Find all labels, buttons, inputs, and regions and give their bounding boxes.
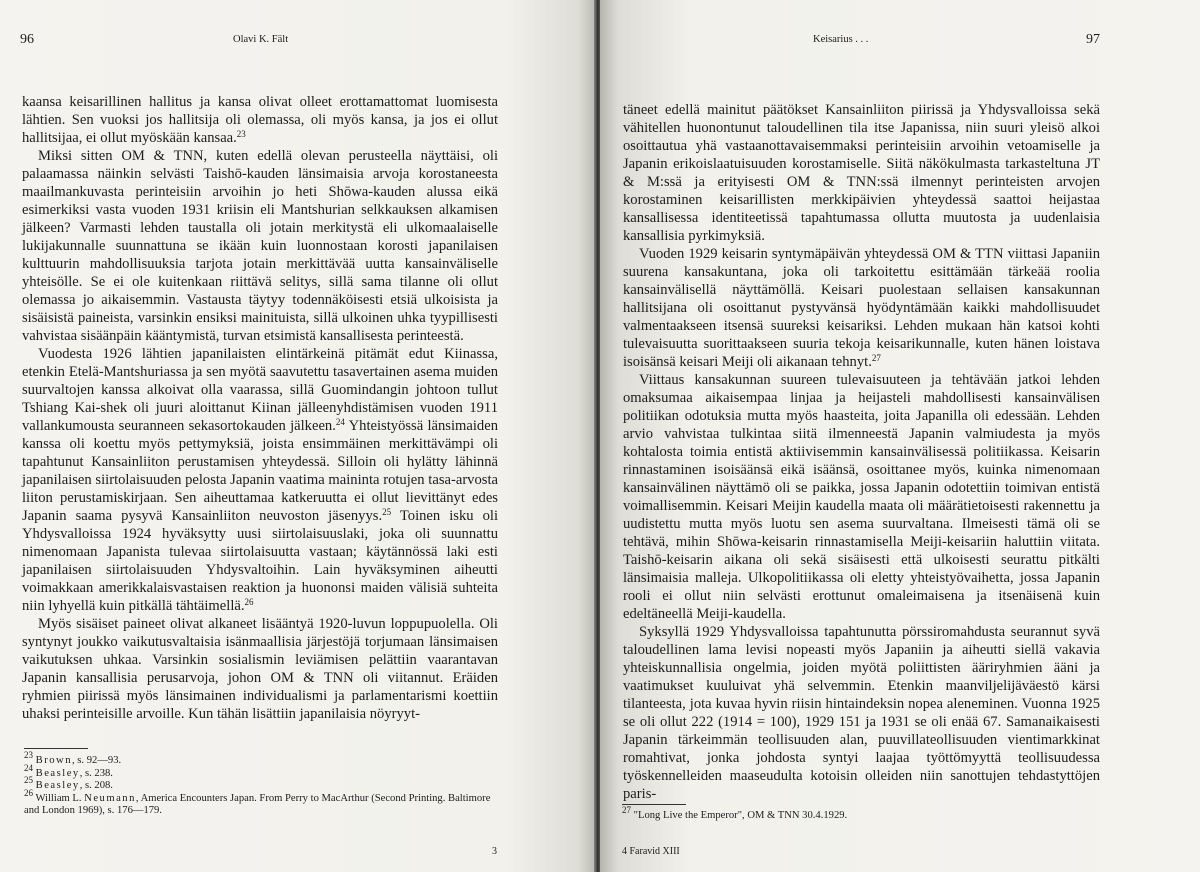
running-head-left: Olavi K. Fält xyxy=(233,34,289,45)
paragraph: Syksyllä 1929 Yhdysvalloissa tapahtunutta pörssiromahdusta seurannut syvä taloudellinen lama levisi nopeasti myös Japaniin ja aiheutti siellä vakavia yhteiskunnallisia ongelmia, joiden myötä poliittisten ääriryhmien ääni ja vaatimukset kuuluivat yhä selvemmin. Etenkin maanviljelijäväestö kärsi tilanteesta, jota kuvaa hyvin riisin hintaindeksin nopea aleneminen. Vuonna 1925 se oli ollut 222 (1914 = 100), 1929 151 ja 1931 se oli enää 67. Samanaikaisesti Japanin tärkeimmän teollisuuden alan, puuvillateollisuuden vientimarkkinat romahtivat, jonka johdosta syntyi laajaa työttömyyttä teollisuudessa työskennelleiden maaseudulta kotoisin olleiden niin sanottujen tehdastyttöjen paris- xyxy=(623,624,1100,802)
left-page xyxy=(0,0,596,872)
footnote-text: , s. 92—93. xyxy=(72,755,122,766)
running-head-right: Keisarius . . . xyxy=(813,34,869,45)
paragraph: Myös sisäiset paineet olivat alkaneet lisääntyä 1920-luvun loppupuolella. Oli syntynyt joukko vaikutusvaltaisia isänmaallisia järjestöjä torjumaan länsimaisen vaikutuksen uhkaa. Varsinkin sosialismin leviämisen pelättiin vaarantavan Japanin kansallisia perusarvoja, johon OM & TNN oli viitannut. Eräiden ryhmien piirissä myös länsimainen individualismi ja parlamentarismi koettiin uhaksi perinteisille arvoille. Kun tähän lisättiin japanilaisia nöyryyt- xyxy=(22,616,498,722)
footnote-ref: 25 xyxy=(382,507,392,517)
paragraph-text: kaansa keisarillinen hallitus ja kansa olivat olleet erottamattomat luomisesta lähtien. Sen vuoksi jos hallitsija oli olemassa, oli myös kansa, ja jos ei ollut hallitsijaa, ei ollut myöskään kansaa. xyxy=(22,94,498,146)
footnote-text: William L. xyxy=(35,792,85,804)
paragraph-text: Yhteistyössä länsimaiden kanssa oli koettu myös pettymyksiä, joista ensimmäinen merkittävämpi oli tapahtunut Kansainliiton perustamisen yhteydessä. Silloin oli hylätty lähinnä japanilaisen siirtolaisuuden pelosta Japanin vaatima maininta rotujen tasa-arvosta liiton perustamiskirjaan. Sen aiheuttamaa katkeruutta ei ollut lievittänyt edes Japanin saama pysyvä Kansainliiton neuvoston jäsenyys. xyxy=(22,418,498,524)
footnote-number: 24 xyxy=(24,762,33,773)
paragraph-text: Toinen isku oli Yhdysvalloissa 1924 hyväksytty uusi siirtolaisuuslaki, joka oli suunnattu nimenomaan Japanista tulevaa siirtolaisuutta vastaan; käytännössä laki esti japanilaisen siirtolaisuuden Yhdysvaltoihin. Lain hyväksyminen aiheutti voimakkaan amerikkalaisvastaisen reaktion ja huononsi maiden välisiä suhteita niin lyhyellä kuin pitkällä tähtäimellä. xyxy=(22,508,498,614)
footnote xyxy=(24,750,500,768)
footnote xyxy=(24,762,500,781)
right-footnotes xyxy=(622,805,1099,823)
footnote-rule xyxy=(24,748,88,749)
footnote xyxy=(622,805,1099,823)
left-footnotes xyxy=(24,750,500,818)
paragraph xyxy=(22,345,498,615)
footnote-ref: 23 xyxy=(236,129,246,139)
paragraph xyxy=(22,93,498,147)
page-number-left: 96 xyxy=(20,32,34,47)
footnote-number: 25 xyxy=(24,775,33,786)
signature-mark-left: 3 xyxy=(492,846,497,857)
paragraph-text: Vuodesta 1926 lähtien japanilaisten elintärkeinä pitämät edut Kiinassa, etenkin Etelä-Mantshuriassa ja sen myötä saavutettu tasavertainen asema muiden suurvaltojen kanssa alkoivat olla vaarassa, sillä Guomindangin johtoon tullut Tshiang Kai-shek oli juuri aloittanut Kiinan jälleenyhdistämisen vuoden 1911 vallankumousta seuranneen sekasortokauden jälkeen. xyxy=(22,346,498,434)
footnote xyxy=(24,787,500,818)
footnote-text: "Long Live the Emperor", OM & TNN 30.4.1929. xyxy=(633,810,848,821)
footnote-author: Beasley xyxy=(35,780,80,792)
footnote-number: 26 xyxy=(24,787,33,798)
paragraph xyxy=(623,245,1100,371)
paragraph-text: Vuoden 1929 keisarin syntymäpäivän yhteydessä OM & TTN viittasi Japaniin suurena kansakuntana, joka oli tarkoitettu esittämään tärkeää roolia kansainvälisellä näyttämöllä. Keisari puolestaan sellaisen kansakunnan hallitsijana oli osoittanut pystyvänsä hyödyntämään kaikki mahdollisuudet valmentaakseen itsensä suureksi keisariksi. Lehden mukaan hän katsoi kohti tulevaisuutta suorittaakseen suuria tekoja keisarikunnalle, kuten hänen loistava isoisänsä keisari Meiji oli aikanaan tehnyt. xyxy=(623,246,1100,370)
right-page xyxy=(600,0,1200,872)
footnote-number: 27 xyxy=(622,805,631,815)
footnote-author: Beasley xyxy=(35,767,80,779)
footnote xyxy=(24,775,500,793)
page-number-right: 97 xyxy=(1086,32,1100,47)
footnote-ref: 27 xyxy=(871,353,881,363)
footnote-ref: 24 xyxy=(335,417,345,427)
signature-mark-right: 4 Faravid XIII xyxy=(622,846,680,857)
footnote-author: Neumann xyxy=(84,792,136,804)
footnote-rule xyxy=(622,804,686,805)
paragraph: Viittaus kansakunnan suureen tulevaisuuteen ja tehtävään jatkoi lehden omaksumaa aikaisempaa linjaa ja heijasteli mahdollisesti kansainvälisen politiikan odotuksia mutta myös haasteita, joita Japanilla oli edessään. Lehden arvio vahvistaa tulkintaa siitä ilmenneestä Japanin valmiudesta ja myös kohtalosta toimia entistä aktiivisemmin kansainvälisessä politiikassa. Keisarin rinnastaminen isoisäänsä eikä isäänsä, osoittanee myös, kuinka nimenomaan kansainvälinen näyttämö oli se paikka, jossa Japanin odotettiin toimivan entistä voimallisemmin. Keisari Meijin kaudella maata oli määrätietoisesti rakennettu ja uudistettu mutta myös luotu sen asema suurvaltana. Ilmeisesti tämä oli se tehtävä, mihin Shōwa-keisarin rinnastamisella Meiji-keisariin haluttiin viitata. Taishō-keisarin aikana oli sekä sisäisesti että ulkoisesti seurattu pitkälti länsimaisia malleja. Ulkopolitiikassa oli eletty yhteistyövaihetta, jossa Japanin rooli ei ollut niin selvästi erottunut omaleimaisena ja itsenäisenä kuin edeltäneellä Meiji-kaudella. xyxy=(623,372,1100,622)
footnote-ref: 26 xyxy=(244,597,254,607)
paragraph: täneet edellä mainitut päätökset Kansainliiton piirissä ja Yhdysvalloissa sekä vähitellen huonontunut taloudellinen tila itse Japanissa, niin suuri yleisö alkoi osoittautua yhä vastaanottavaisemmaksi perinteisiin arvoihin vetoamiselle ja Japanin erikoislaatuisuuden korostamiselle. Siitä näkökulmasta tarkasteltuna JT & M:ssä ja erityisesti OM & TNN:ssä ilmennyt perinteisten arvojen korostaminen keisarillisten merkkipäivien yhteydessä saattoi heijastaa kansallisessa identiteetissä tapahtumassa ollutta muutosta ja uudenlaisia kansallisia pyrkimyksiä. xyxy=(623,102,1100,244)
right-body-text xyxy=(623,101,1100,803)
left-body-text xyxy=(22,93,498,723)
footnote-author: Brown xyxy=(35,755,72,766)
footnote-text: , s. 238. xyxy=(79,767,113,779)
footnote-number: 23 xyxy=(24,750,33,760)
footnote-text: , America Encounters Japan. From Perry to MacArthur (Second Printing. Baltimore and London 1969), s. 176—179. xyxy=(24,792,491,817)
paragraph: Miksi sitten OM & TNN, kuten edellä olevan perusteella näyttäisi, oli palaamassa näinkin selvästi Taishō-kauden länsimaisia arvoja korostaneesta maailmankuvasta perinteisiin arvoihin jo heti Shōwa-kauden alussa eikä esimerkiksi vasta vuoden 1931 kriisin eli Mantshurian selkkauksen alkamisen jälkeen? Varmasti lehden taustalla oli jotain merkitystä eli ulkomaalaiselle lukijakunnalle suunnattuna se ikään kuin luonnostaan korosti japanilaisen kulttuurin mahdollisuuksia tarjota jotain merkittävää uutta kansainväliselle yhteisölle. Se ei ole kuitenkaan riittävä selitys, sillä sama tilanne oli ollut olemassa jo aikaisemmin. Vastausta täytyy todennäköisesti etsiä ulkoisista ja sisäisistä paineista, varsinkin ensiksi mainituista, sillä ulkoinen uhka tyypillisesti vahvistaa sisäänpäin kääntymistä, turvan etsimistä kansallisesta perinteestä. xyxy=(22,148,498,344)
footnote-text: , s. 208. xyxy=(79,780,113,792)
